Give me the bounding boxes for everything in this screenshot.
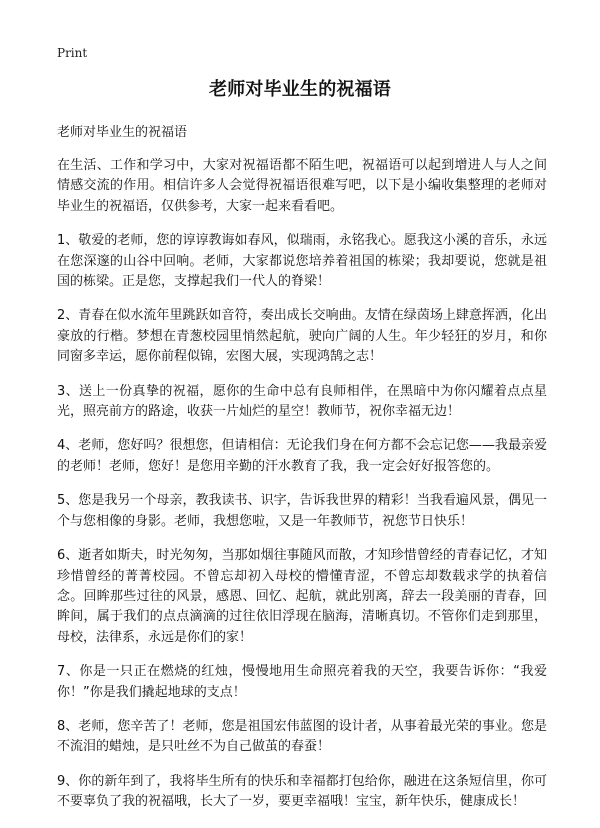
wish-paragraph-5: 5、您是我另一个母亲，教我读书、识字，告诉我世界的精彩！当我看遍风景，偶见一个与您相像的身影。老师，我想您啦，又是一年教师节，祝您节日快乐！ — [57, 493, 547, 529]
wish-paragraph-6: 6、逝者如斯夫，时光匆匆，当那如烟往事随风而散，才知珍惜曾经的青春记忆，才知珍惜曾经的菁菁校园。不曾忘却初入母校的懵懂青涩，不曾忘却数载求学的执着信念。回眸那些过往的风景，感恩、回忆、起航，就此别离，辞去一段美丽的青春，回眸间，属于我们的点点滴滴的过往依旧浮现在脑海，清晰真切。不管你们走到那里，母校，法律系，永远是你们的家！ — [57, 548, 547, 645]
article-subtitle: 老师对毕业生的祝福语 — [57, 125, 188, 140]
wish-paragraph-9: 9、你的新年到了，我将毕生所有的快乐和幸福都打包给你，融进在这条短信里，你可不要辜负了我的祝福哦，长大了一岁，要更幸福哦！宝宝，新年快乐，健康成长！ — [57, 773, 547, 810]
article-body — [57, 123, 547, 827]
intro-paragraph: 在生活、工作和学习中，大家对祝福语都不陌生吧，祝福语可以起到增进人与人之间情感交流的作用。相信许多人会觉得祝福语很难写吧，以下是小编收集整理的老师对毕业生的祝福语，仅供参考，大家一起来看看吧。 — [57, 158, 547, 214]
wish-paragraph-1: 1、敬爱的老师，您的谆谆教诲如春风，似瑞雨，永铭我心。愿我这小溪的音乐，永远在您深邃的山谷中回响。老师，大家都说您培养着祖国的栋梁；我却要说，您就是祖国的栋梁。正是您，支撑起我们一代人的脊梁！ — [57, 233, 547, 290]
wish-paragraph-3: 3、送上一份真挚的祝福，愿你的生命中总有良师相伴，在黑暗中为你闪耀着点点星光，照亮前方的路途，收获一片灿烂的星空！教师节，祝你幸福无边！ — [57, 383, 547, 420]
wish-paragraph-8: 8、老师，您辛苦了！老师，您是祖国宏伟蓝图的设计者，从事着最光荣的事业。您是不流泪的蜡烛，是只吐丝不为自己做茧的春蚕！ — [57, 718, 547, 755]
wish-paragraph-4: 4、老师，您好吗？很想您，但请相信：无论我们身在何方都不会忘记您——我最亲爱的老师！老师，您好！是您用辛勤的汗水教育了我，我一定会好好报答您的。 — [57, 438, 547, 474]
print-link[interactable]: Print — [57, 46, 88, 60]
wish-paragraph-7: 7、你是一只正在燃烧的红烛，慢慢地用生命照亮着我的天空，我要告诉你：“我爱你！”你是我们撬起地球的支点！ — [57, 664, 547, 700]
page-title: 老师对毕业生的祝福语 — [209, 79, 391, 100]
wish-paragraph-2: 2、青春在似水流年里跳跃如音符，奏出成长交响曲。友情在绿茵场上肆意挥洒，化出豪放的行楷。梦想在青葱校园里悄然起航，驶向广阔的人生。年少轻狂的岁月，和你同窗多幸运，愿你前程似锦，宏图大展，实现鸿鹄之志！ — [57, 308, 547, 365]
